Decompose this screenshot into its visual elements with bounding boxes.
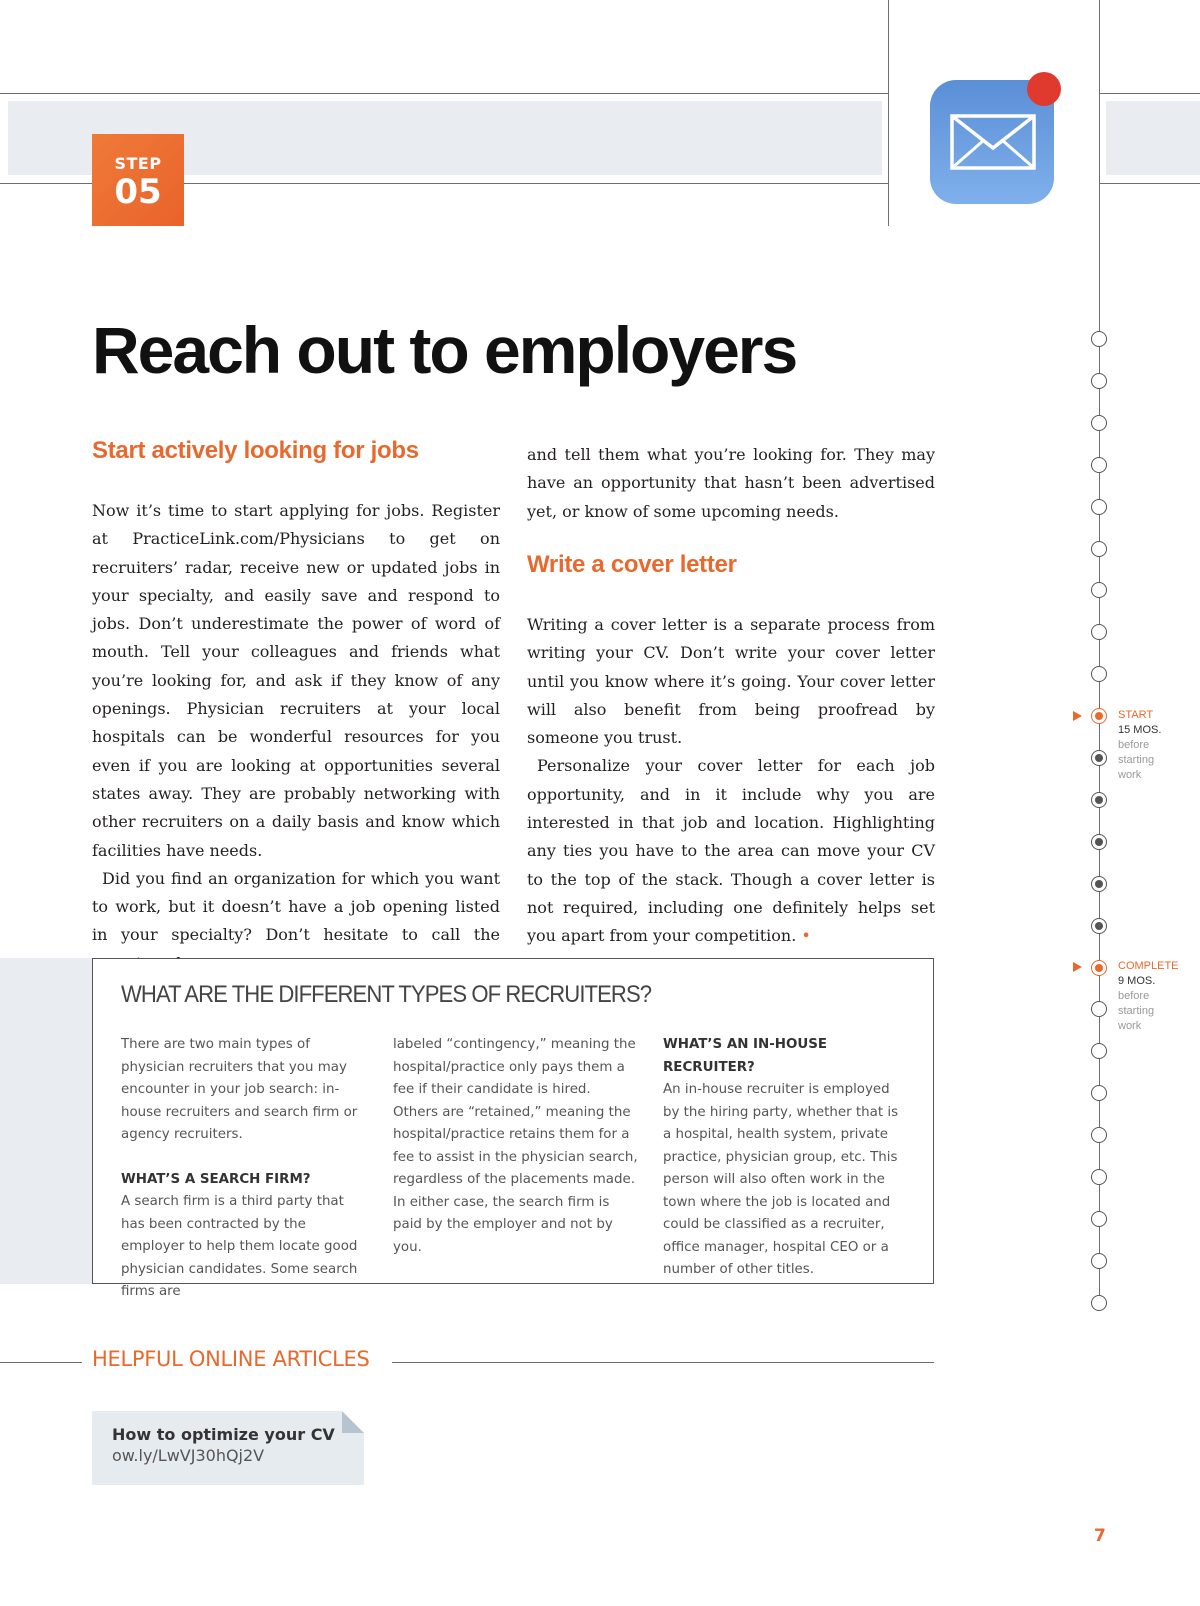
timeline-node [1091,582,1107,598]
timeline-start-label [1118,708,1161,783]
complete-arrow-icon [1073,962,1082,972]
section-heading-jobs: Start actively looking for jobs [92,437,419,464]
article-title[interactable]: How to optimize your CV [112,1425,335,1444]
timeline-node [1091,499,1107,515]
recruiters-column-1 [121,1034,367,1304]
timeline-node [1091,415,1107,431]
timeline-node [1091,1295,1107,1311]
timeline-track [1099,0,1100,1300]
complete-months: 9 MOS. [1118,975,1156,987]
right-column-text [527,441,935,526]
step-badge [92,134,184,226]
timeline-node [1091,373,1107,389]
search-firm-heading: WHAT’S A SEARCH FIRM? [121,1171,311,1187]
timeline-node [1091,1211,1107,1227]
start-line3: work [1118,769,1142,781]
start-line2: starting [1118,754,1155,766]
timeline-node [1091,331,1107,347]
timeline-node [1091,792,1107,808]
timeline-node [1091,624,1107,640]
page-fold-icon [342,1411,364,1433]
timeline-node [1091,541,1107,557]
section-heading-cover-letter: Write a cover letter [527,551,737,578]
step-number: 05 [114,172,162,212]
complete-line3: work [1118,1020,1142,1032]
timeline-node [1091,960,1107,976]
step-label: STEP [114,154,162,173]
end-mark: • [801,926,811,946]
recruiters-column-3 [663,1034,909,1282]
timeline-node [1091,876,1107,892]
recruiters-box [92,958,934,1299]
timeline-complete-label [1118,959,1179,1034]
article-url[interactable]: ow.ly/LwVJ30hQj2V [112,1446,265,1465]
cover-letter-text [527,611,935,951]
timeline-node [1091,1085,1107,1101]
timeline-node [1091,1169,1107,1185]
start-line1: before [1118,739,1150,751]
paragraph: Writing a cover letter is a separate process from writing your CV. Don’t write your cover letter until you know where it’s going. Your cover letter will also benefit from being proofread by someone you trust. [527,615,935,748]
complete-line2: starting [1118,1005,1155,1017]
paragraph: and tell them what you’re looking for. They may have an opportunity that hasn’t been advertised yet, or know of some upcoming needs. [527,445,935,521]
article-link[interactable] [92,1411,364,1485]
timeline-node [1091,457,1107,473]
start-arrow-icon [1073,711,1082,721]
timeline-node [1091,1127,1107,1143]
paragraph-text: Personalize your cover letter for each job opportunity, and in it include why you are interested in that job and location. Highlighting any ties you have to the area can move your CV to the top of the stack. Though a cover letter is not required, including one definitely helps set you apart from your competition. [527,756,935,946]
complete-label: COMPLETE [1118,960,1179,972]
timeline-node [1091,1001,1107,1017]
page-number: 7 [1094,1526,1106,1546]
timeline-node [1091,1253,1107,1269]
timeline-node [1091,918,1107,934]
recruiters-column-2 [393,1034,639,1259]
notification-badge [1027,72,1061,106]
page-title: Reach out to employers [92,313,797,387]
timeline-node [1091,708,1107,724]
left-column-text [92,497,500,978]
inhouse-heading: WHAT’S AN IN-HOUSE RECRUITER? [663,1037,828,1075]
search-firm-text: A search firm is a third party that has been contracted by the employer to help them locate good physician candidates. Some search firms are [121,1194,358,1299]
timeline-node [1091,834,1107,850]
articles-heading: HELPFUL ONLINE ARTICLES [92,1347,370,1371]
complete-line1: before [1118,990,1150,1002]
paragraph [527,752,935,950]
sidebar-accent [0,958,92,1284]
timeline-node [1091,666,1107,682]
recruiters-intro: There are two main types of physician recruiters that you may encounter in your job search: in-house recruiters and search firm or agency recruiters. [121,1037,358,1142]
inhouse-text: An in-house recruiter is employed by the hiring party, whether that is a hospital, health system, private practice, physician group, etc. This person will also often work in the town where the job is located and could be classified as a recruiter, office manager, hospital CEO or a number of other titles. [663,1082,899,1277]
timeline-node [1091,750,1107,766]
paragraph: Now it’s time to start applying for jobs. Register at PracticeLink.com/Physicians to get on recruiters’ radar, receive new or updated jobs in your specialty, and easily save and respond to jobs. Don’t underestimate the power of word of mouth. Tell your colleagues and friends what you’re looking for, and ask if they know of any openings. Physician recruiters at your local hospitals can be wonderful resources for you even if you are looking at opportunities several states away. They are probably networking with other recruiters on a daily basis and know which facilities have needs. [92,501,500,860]
start-label: START [1118,709,1154,721]
search-firm-text-cont: labeled “contingency,” meaning the hospital/practice only pays them a fee if their candidate is hired. Others are “retained,” meaning the hospital/practice retains them for a fee to assist in the physician search, regardless of the placements made. In either case, the search firm is paid by the employer and not by you. [393,1037,638,1255]
paragraph: Did you find an organization for which you want to work, but it doesn’t have a job opening listed in your specialty? Don’t hesitate to call the [92,868,500,945]
start-months: 15 MOS. [1118,724,1162,736]
timeline-node [1091,1043,1107,1059]
recruiters-title: WHAT ARE THE DIFFERENT TYPES OF RECRUITERS? [121,981,652,1008]
